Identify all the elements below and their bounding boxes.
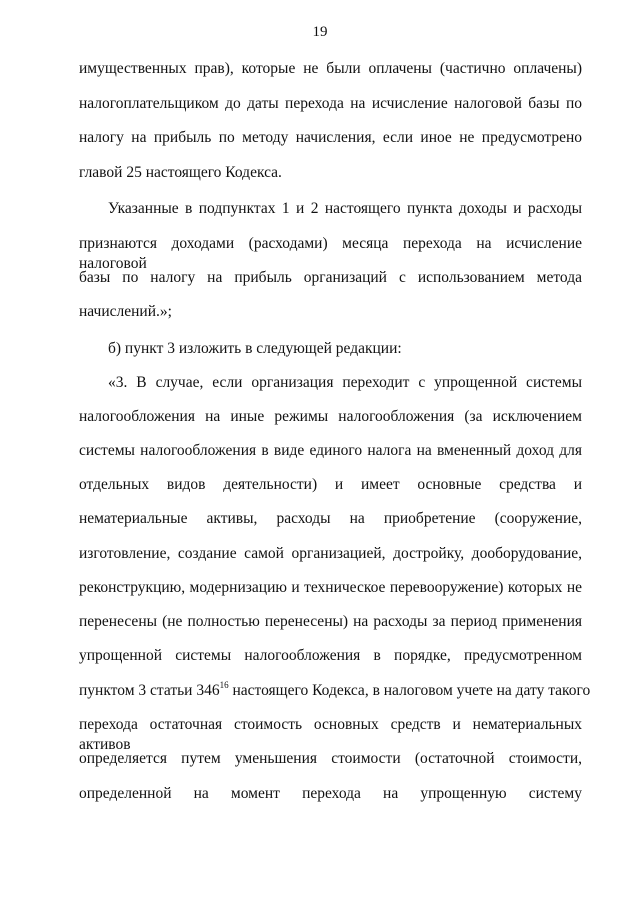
- text-line: б) пункт 3 изложить в следующей редакции:: [108, 340, 402, 357]
- text-line: перенесены (не полностью перенесены) на расходы за период применения: [79, 613, 582, 630]
- text-line: отдельных видов деятельности) и имеет основные средства и: [79, 476, 582, 493]
- text-line: системы налогообложения в виде единого налога на вмененный доход для: [79, 442, 582, 459]
- text-line: изготовление, создание самой организацией, достройку, дооборудование,: [79, 545, 582, 562]
- text-segment: настоящего Кодекса, в налоговом учете на дату такого: [228, 682, 591, 699]
- text-line: имущественных прав), которые не были оплачены (частично оплачены): [79, 60, 582, 77]
- text-line: определяется путем уменьшения стоимости (остаточной стоимости,: [79, 750, 582, 767]
- text-line: главой 25 настоящего Кодекса.: [79, 164, 282, 181]
- text-line: налогу на прибыль по методу начисления, если иное не предусмотрено: [79, 129, 582, 146]
- text-line: признаются доходами (расходами) месяца перехода на исчисление налоговой: [79, 235, 582, 272]
- text-line: налогоплательщиком до даты перехода на исчисление налоговой базы по: [79, 95, 582, 112]
- page-number: 19: [312, 24, 328, 40]
- text-line: налогообложения на иные режимы налогообложения (за исключением: [79, 408, 582, 425]
- text-line: начислений.»;: [79, 303, 172, 320]
- text-line: определенной на момент перехода на упрощенную систему: [79, 785, 582, 802]
- superscript: 16: [219, 680, 229, 690]
- text-segment: пунктом 3 статьи 346: [79, 682, 220, 699]
- text-line: перехода остаточная стоимость основных средств и нематериальных активов: [79, 716, 582, 753]
- text-line-with-superscript: [79, 680, 591, 701]
- text-line: «3. В случае, если организация переходит с упрощенной системы: [108, 374, 582, 391]
- text-line: базы по налогу на прибыль организаций с использованием метода: [79, 269, 582, 286]
- text-line: реконструкцию, модернизацию и техническое перевооружение) которых не: [79, 579, 582, 596]
- text-line: Указанные в подпунктах 1 и 2 настоящего пункта доходы и расходы: [108, 200, 582, 217]
- text-line: нематериальные активы, расходы на приобретение (сооружение,: [79, 510, 582, 527]
- text-line: упрощенной системы налогообложения в порядке, предусмотренном: [79, 647, 582, 664]
